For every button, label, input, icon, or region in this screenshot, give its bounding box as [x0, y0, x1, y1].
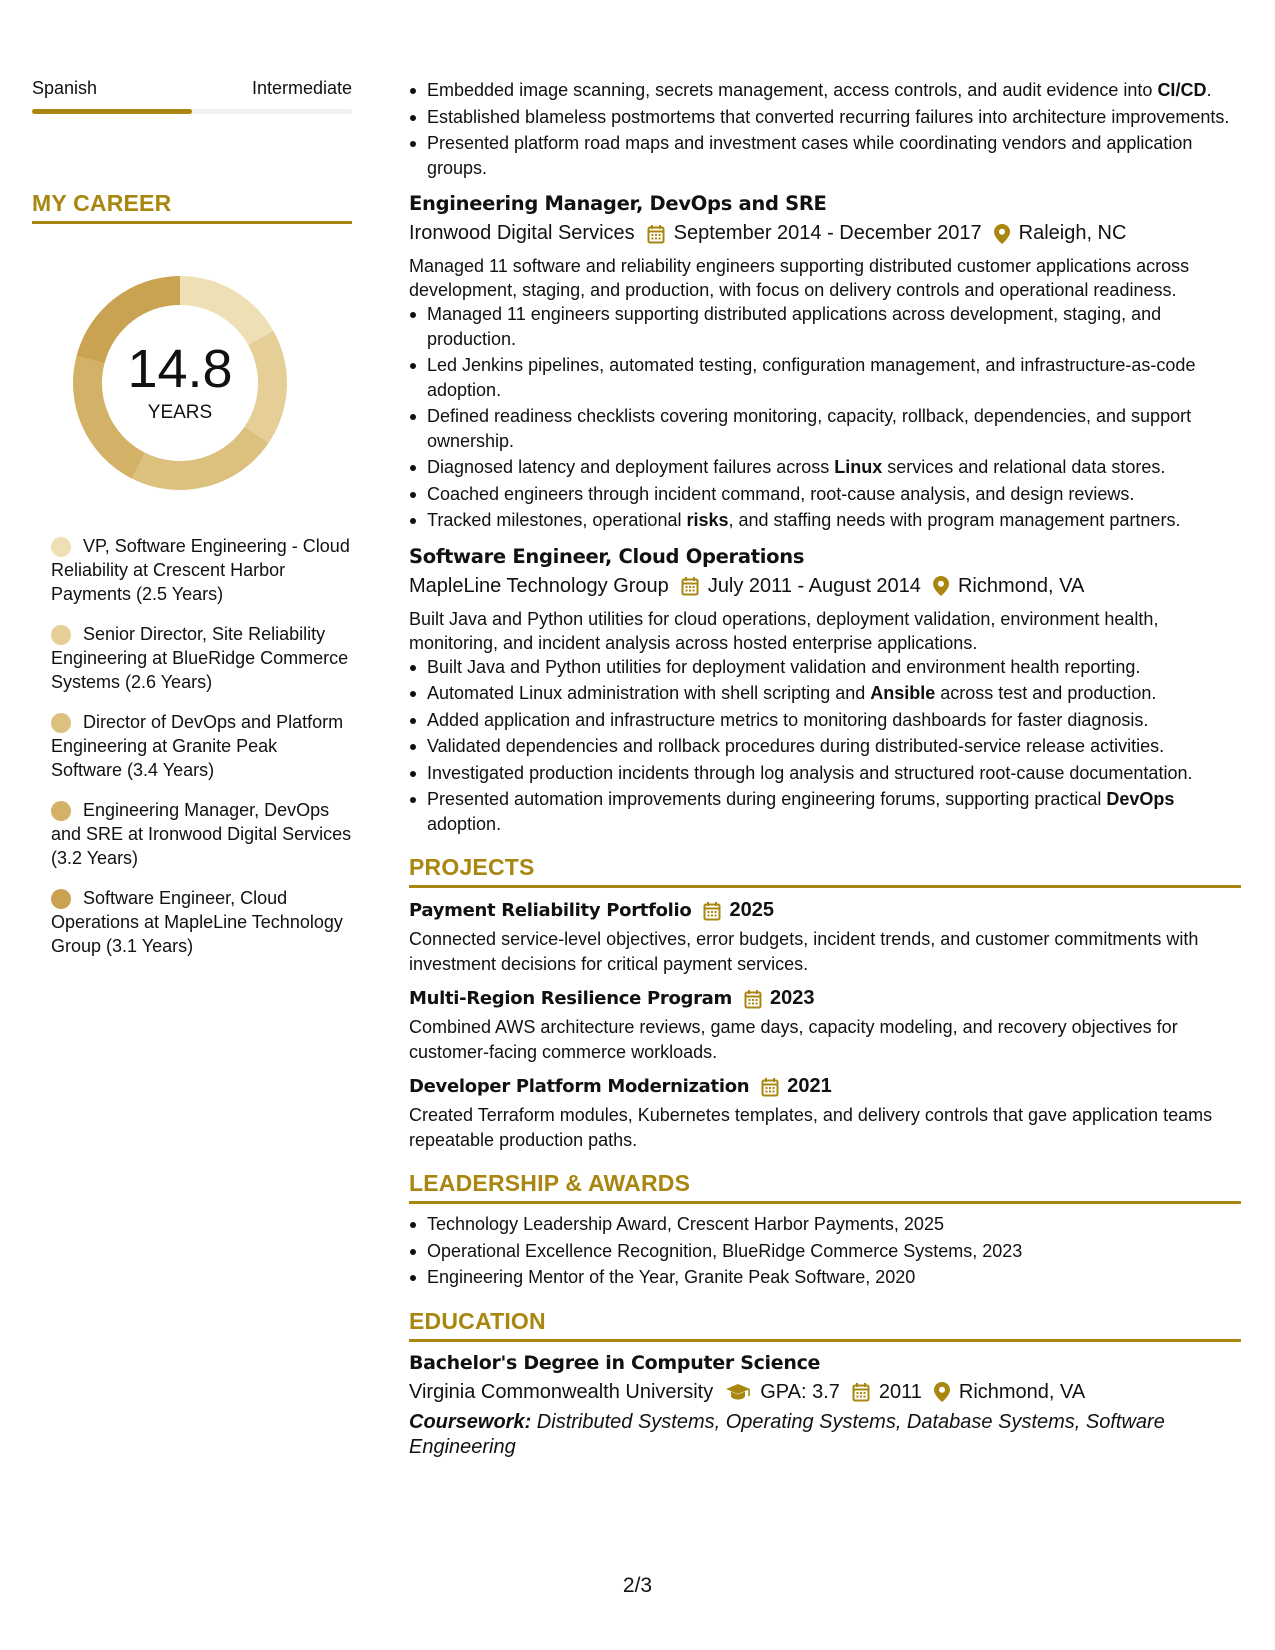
graduation-year: 2011: [878, 1380, 922, 1403]
legend-dot: [51, 713, 71, 733]
legend-label: Software Engineer, Cloud Operations at MapleLine Technology Group (3.1 Years): [51, 888, 343, 956]
education-meta: [409, 1381, 1241, 1404]
calendar-icon: [744, 989, 762, 1009]
company-name: MapleLine Technology Group: [409, 574, 669, 597]
map-pin-icon: [933, 576, 949, 596]
job-bullets: [409, 302, 1241, 533]
bullet-item: Tracked milestones, operational risks, and staffing needs with program management partners.: [409, 508, 1241, 533]
award-item: Technology Leadership Award, Crescent Harbor Payments, 2025: [409, 1212, 1241, 1237]
career-donut-chart: [65, 268, 295, 498]
sidebar: [32, 78, 352, 974]
job-description: Managed 11 software and reliability engineers supporting distributed customer applications across development, staging, and production, with focus on delivery controls and operational readiness.: [409, 256, 1190, 300]
legend-label: Engineering Manager, DevOps and SRE at Ironwood Digital Services (3.2 Years): [51, 800, 352, 868]
project-entry: [409, 1075, 1241, 1152]
calendar-icon: [761, 1077, 779, 1097]
job-meta: [409, 575, 1241, 598]
map-pin-icon: [994, 224, 1010, 244]
language-row: [32, 78, 352, 99]
calendar-icon: [681, 576, 699, 596]
bullet-item: Added application and infrastructure metrics to monitoring dashboards for faster diagnosis.: [409, 708, 1241, 733]
project-title: Developer Platform Modernization: [409, 1076, 750, 1097]
language-proficiency-fill: [32, 109, 192, 114]
bullet-item: Led Jenkins pipelines, automated testing, configuration management, and infrastructure-as-code adoption.: [409, 353, 1241, 402]
legend-dot: [51, 889, 71, 909]
main-column: [409, 78, 1241, 1460]
bullet-item: Coached engineers through incident command, root-cause analysis, and design reviews.: [409, 482, 1241, 507]
calendar-icon: [852, 1382, 870, 1402]
degree-title: Bachelor's Degree in Computer Science: [409, 1351, 821, 1374]
calendar-icon: [647, 224, 665, 244]
bullet-item: Presented automation improvements during engineering forums, supporting practical DevOps adoption.: [409, 787, 1241, 836]
job-entry: [409, 545, 1241, 837]
language-level: Intermediate: [251, 78, 352, 98]
award-item: Engineering Mentor of the Year, Granite Peak Software, 2020: [409, 1265, 1241, 1290]
job-dates: September 2014 - December 2017: [673, 222, 982, 244]
bullet-item: Built Java and Python utilities for deployment validation and environment health reporting.: [409, 655, 1241, 680]
legend-label: VP, Software Engineering - Cloud Reliability at Crescent Harbor Payments (2.5 Years): [51, 536, 350, 604]
bullet-item: Embedded image scanning, secrets management, access controls, and audit evidence into CI/CD.: [409, 78, 1241, 103]
bullet-item: Presented platform road maps and investment cases while coordinating vendors and application groups.: [409, 131, 1241, 180]
previous-job-bullets: [409, 78, 1241, 180]
job-title: Engineering Manager, DevOps and SRE: [409, 192, 827, 215]
legend-dot: [51, 801, 71, 821]
education-section-title: EDUCATION: [409, 1308, 1241, 1342]
legend-item: [51, 798, 352, 870]
language-proficiency-bar: [32, 109, 352, 114]
award-item: Operational Excellence Recognition, BlueRidge Commerce Systems, 2023: [409, 1239, 1241, 1264]
coursework-list: Distributed Systems, Operating Systems, Database Systems, Software Engineering: [409, 1410, 1165, 1458]
project-year: 2025: [729, 899, 774, 921]
awards-section-title: LEADERSHIP & AWARDS: [409, 1170, 1241, 1204]
project-entry: [409, 987, 1241, 1064]
total-years-value: 14.8: [127, 339, 233, 399]
company-name: Ironwood Digital Services: [409, 222, 635, 244]
job-title: Software Engineer, Cloud Operations: [409, 544, 805, 568]
legend-item: [51, 710, 352, 782]
legend-label: Director of DevOps and Platform Engineering at Granite Peak Software (3.4 Years): [51, 712, 344, 780]
calendar-icon: [703, 901, 721, 921]
job-bullets: [409, 655, 1241, 837]
education-location: Richmond, VA: [958, 1380, 1086, 1403]
awards-list: [409, 1212, 1241, 1290]
graduation-cap-icon: [725, 1383, 751, 1401]
bullet-item: Defined readiness checklists covering monitoring, capacity, rollback, dependencies, and support ownership.: [409, 404, 1241, 453]
job-location: Richmond, VA: [957, 574, 1085, 597]
bullet-item: Diagnosed latency and deployment failures across Linux services and relational data stores.: [409, 455, 1241, 480]
project-title: Multi-Region Resilience Program: [409, 988, 732, 1009]
page-number: 2/3: [622, 1574, 653, 1597]
project-year: 2023: [769, 987, 815, 1009]
coursework: [409, 1410, 1241, 1460]
job-meta: [409, 222, 1241, 245]
job-entry: [409, 192, 1241, 533]
project-title: Payment Reliability Portfolio: [409, 900, 692, 921]
job-dates: July 2011 - August 2014: [707, 574, 921, 597]
projects-section-title: PROJECTS: [409, 854, 1241, 888]
coursework-label: Coursework:: [409, 1410, 532, 1433]
bullet-item: Validated dependencies and rollback procedures during distributed-service release activities.: [409, 734, 1241, 759]
career-legend: [32, 534, 352, 958]
language-name: Spanish: [32, 78, 98, 98]
bullet-item: Investigated production incidents through log analysis and structured root-cause documentation.: [409, 761, 1241, 786]
legend-label: Senior Director, Site Reliability Engineering at BlueRidge Commerce Systems (2.6 Years): [51, 624, 349, 692]
legend-dot: [51, 537, 71, 557]
legend-item: [51, 886, 352, 958]
career-section-title: MY CAREER: [32, 190, 352, 224]
project-description: Created Terraform modules, Kubernetes templates, and delivery controls that gave application teams repeatable production paths.: [409, 1105, 1213, 1150]
legend-item: [51, 534, 352, 606]
bullet-item: Automated Linux administration with shell scripting and Ansible across test and production.: [409, 681, 1241, 706]
legend-item: [51, 622, 352, 694]
legend-dot: [51, 625, 71, 645]
gpa: GPA: 3.7: [760, 1380, 840, 1403]
bullet-item: Managed 11 engineers supporting distributed applications across development, staging, and production.: [409, 302, 1241, 351]
bullet-item: Established blameless postmortems that converted recurring failures into architecture improvements.: [409, 105, 1241, 130]
project-description: Combined AWS architecture reviews, game days, capacity modeling, and recovery objectives for customer-facing commerce workloads.: [409, 1017, 1178, 1062]
project-entry: [409, 899, 1241, 976]
total-years-unit: YEARS: [147, 402, 213, 423]
job-description: Built Java and Python utilities for cloud operations, deployment validation, environment health, monitoring, and incident analysis across hosted enterprise applications.: [409, 608, 1159, 653]
school-name: Virginia Commonwealth University: [409, 1380, 714, 1403]
project-description: Connected service-level objectives, error budgets, incident trends, and customer commitments with investment decisions for critical payment services.: [409, 929, 1199, 974]
project-year: 2021: [787, 1075, 832, 1097]
job-location: Raleigh, NC: [1018, 222, 1127, 244]
map-pin-icon: [934, 1382, 950, 1402]
